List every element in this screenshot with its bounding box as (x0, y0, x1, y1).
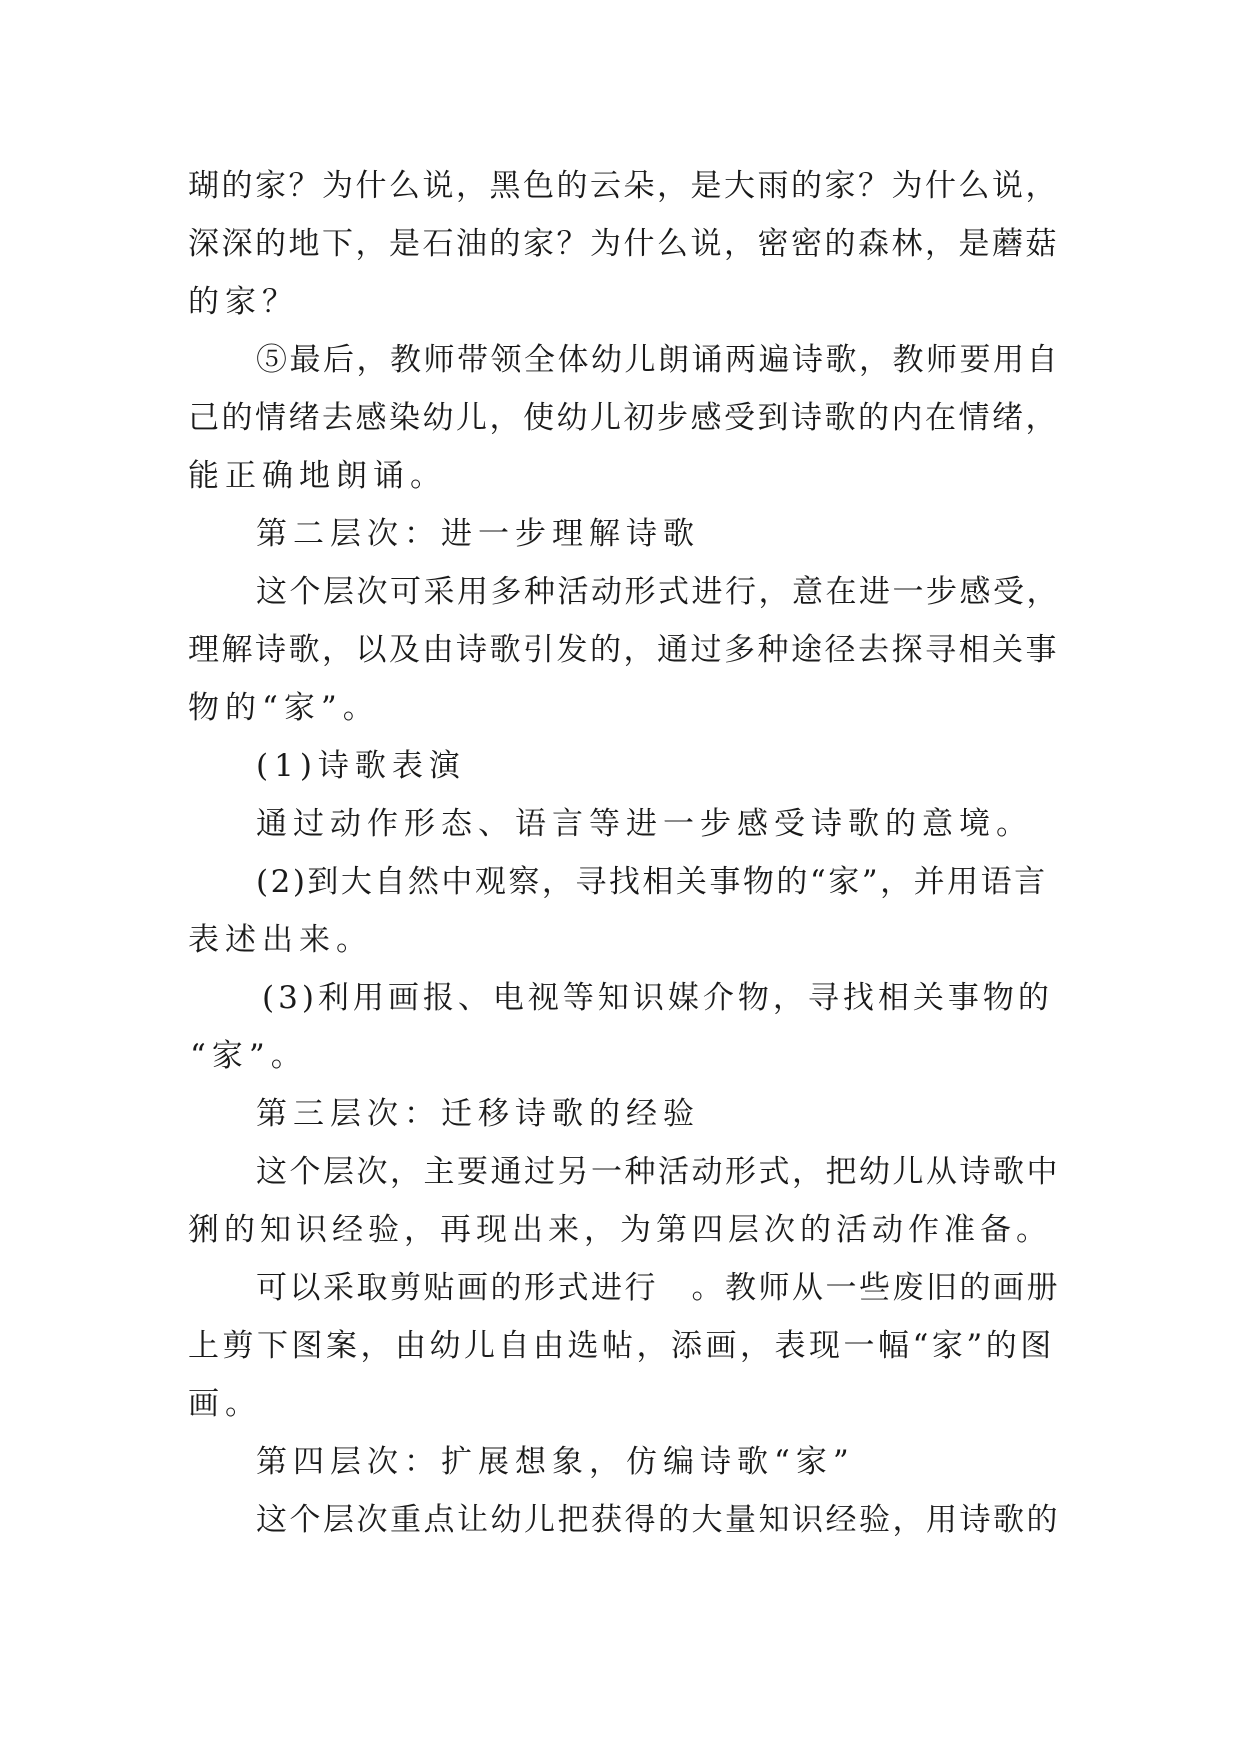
text-line-10: 物的“家”。 (188, 690, 380, 726)
text-line-12: 通过动作形态、语言等进一步感受诗歌的意境。 (256, 806, 1033, 842)
text-line-2: 深深的地下，是石油的家？为什么说，密密的森林，是蘑菇 (188, 226, 1059, 262)
text-line-4: ⑤最后，教师带领全体幼儿朗诵两遍诗歌，教师要用自 (256, 342, 1060, 378)
text-line-15: (3)利用画报、电视等知识媒介物，寻找相关事物的 (262, 980, 1053, 1016)
section-heading-4: 第四层次：扩展想象，仿编诗歌“家” (256, 1444, 855, 1480)
text-line-21: 上剪下图案，由幼儿自由选帖，添画，表现一幅“家”的图 (188, 1328, 1055, 1364)
section-heading-3: 第三层次：迁移诗歌的经验 (256, 1096, 700, 1132)
text-line-24: 这个层次重点让幼儿把获得的大量知识经验，用诗歌的 (256, 1502, 1060, 1538)
text-line-1: 瑚的家？为什么说，黑色的云朵，是大雨的家？为什么说， (188, 168, 1059, 204)
text-line-16: “家”。 (190, 1038, 308, 1074)
text-line-13: (2)到大自然中观察，寻找相关事物的“家”，并用语言 (256, 864, 1048, 900)
text-line-14: 表述出来。 (188, 922, 373, 958)
text-line-3: 的家？ (188, 284, 299, 320)
text-line-20: 可以采取剪贴画的形式进行 。教师从一些废旧的画册 (256, 1270, 1060, 1306)
text-line-8: 这个层次可采用多种活动形式进行，意在进一步感受， (256, 574, 1060, 610)
text-line-11: (1)诗歌表演 (256, 748, 466, 784)
text-line-5: 己的情绪去感染幼儿，使幼儿初步感受到诗歌的内在情绪， (188, 400, 1059, 436)
text-line-9: 理解诗歌，以及由诗歌引发的，通过多种途径去探寻相关事 (188, 632, 1059, 668)
text-line-6: 能正确地朗诵。 (188, 458, 447, 494)
text-line-18: 这个层次，主要通过另一种活动形式，把幼儿从诗歌中 (256, 1154, 1060, 1190)
text-line-22: 画。 (188, 1386, 262, 1422)
section-heading-2: 第二层次：进一步理解诗歌 (256, 516, 700, 552)
text-line-19: 猁的知识经验，再现出来，为第四层次的活动作准备。 (188, 1212, 1052, 1248)
